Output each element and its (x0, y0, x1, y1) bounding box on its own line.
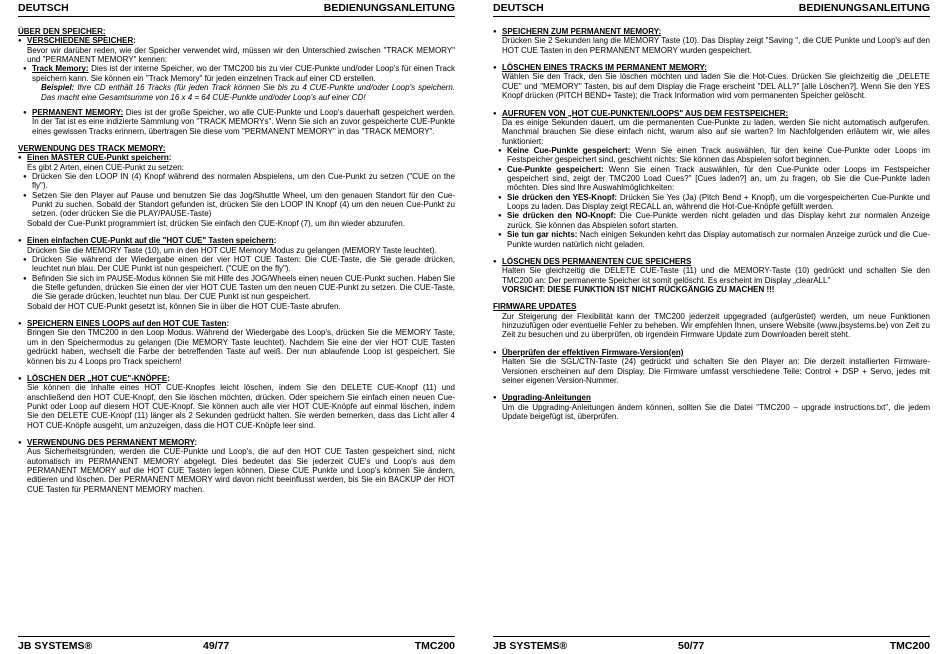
header-rule (493, 16, 930, 17)
example-note: Beispiel: Ihre CD enthält 16 Tracks (für jeden Track können Sie bis zu 4 CUE-Punkte und/oder Loop's speichern. Das macht eine Gesamtsumme von 16 x 4 = 64 CUE-Punkte und/oder Loop's auf einer CD! (41, 83, 455, 102)
page-footer (493, 640, 930, 653)
footer-rule (18, 636, 455, 637)
list-item: ● Sie drücken den NO-Knopf: Die Cue-Punkte werden nicht geladen und das Display kehrt zur normalen Anzeige zurück. Sie können das Abspielen sofort starten. (493, 211, 930, 230)
page-header (493, 2, 930, 15)
paragraph: Sobald der Cue-Punkt programmiert ist, drücken Sie einfach den CUE-Knopf (7), um ihn wieder abzurufen. (27, 218, 405, 228)
list-item: ● Keine Cue-Punkte gespeichert: Wenn Sie einen Track auswählen, für den keine Cue-Punkte oder Loops im Festspeicher gespeichert sind, geschieht nichts: Sie können das Abspielen sofort beginnen. (493, 146, 930, 165)
paragraph: Bevor wir darüber reden, wie der Speicher verwendet wird, müssen wir den Unterschied zwischen "TRACK MEMORY" und "PERMANENT MEMORY" kennen: (27, 45, 455, 65)
list-item: ● Drücken Sie den LOOP IN (4) Knopf während des normalen Abspielens, um den Cue-Punkt zu setzen ("CUE on the fly"). (18, 172, 455, 191)
header-language: DEUTSCH (493, 2, 544, 14)
list-item: ● SPEICHERN EINES LOOPS auf den HOT CUE Tasten: (18, 319, 455, 328)
list-item: ● Überprüfen der effektiven Firmware-Version(en) (493, 348, 930, 357)
list-item: ● LÖSCHEN DER „HOT CUE"-KNÖPFE: (18, 374, 455, 383)
footer-brand: JB SYSTEMS® (493, 640, 568, 652)
header-rule (18, 16, 455, 17)
list-item: ● PERMANENT MEMORY: Dies ist der große Speicher, wo alle CUE-Punkte und Loop's dauerhaft gespeichert werden. In der Tat ist es eine indizierte Sammlung von "TRACK MEMORYs". Wenn Sie sich an zuvor gespeicherte CUE-Punkte eines gewissen Tracks erinnern, übertragen Sie diese vom "PERMANENT MEMORY" in das "TRACK MEMORY". (18, 108, 455, 136)
paragraph: Bringen Sie den TMC200 in den Loop Modus. Während der Wiedergabe des Loop's, drücken Sie die MEMORY Taste, um in den Speichermodus zu gelangen (Die MEMORY Taste leuchtet). Nachdem Sie eine der vier HOT CUE Tasten gedrückt haben, wechselt die Farbe der betreffenden Taste auf weiß. Der nun ablaufende Loop ist gespeichert. Sie können bis zu 4 Loops pro Track speichern! (27, 328, 455, 366)
page-content (493, 27, 930, 421)
page-number: 49/77 (203, 640, 230, 652)
header-title: BEDIENUNGSANLEITUNG (323, 2, 455, 14)
paragraph: Sobald der HOT CUE-Punkt gesetzt ist, können Sie in über die HOT CUE-Taste abrufen. (27, 301, 341, 311)
page-footer (18, 640, 455, 653)
paragraph: Es gibt 2 Arten, einen CUE-Punkt zu setzen: (27, 162, 184, 172)
section-title: VERWENDUNG DES TRACK MEMORY: (18, 143, 166, 153)
page-number: 50/77 (678, 640, 705, 652)
list-item: ● Drücken Sie während der Wiedergabe einen der vier HOT CUE Tasten: Die CUE-Taste, die Sie gerade drücken, leuchtet nun blau. Der CUE Punkt ist nun gespeichert. ("CUE on the fly"). (18, 255, 455, 274)
section-title: FIRMWARE UPDATES (493, 302, 577, 312)
header-language: DEUTSCH (18, 2, 69, 14)
list-item: ● Track Memory: Dies ist der interne Speicher, wo der TMC200 bis zu vier CUE-Punkte und/oder Loop's für einen Track speichern kann. Sie können ein "Track Memory" für jeden einzelnen Track auf einer CD erstellen. (18, 64, 455, 83)
paragraph: Drücken Sie die MEMORY Taste (10), um in den HOT CUE Memory Modus zu gelangen (MEMORY Taste leuchtet). (27, 245, 437, 255)
list-item: ● Einen MASTER CUE-Punkt speichern: (18, 153, 455, 162)
paragraph: Zur Steigerung der Flexibilität kann der TMC200 jederzeit upgegraded (aufgerüstet) werden, um neue Funktionen hinzuzufügen oder eventuelle Fehler zu beheben. Wir empfehlen Ihnen, unsere Website (www.jbsystems.be) von Zeit zu Zeit zu besuchen und zu überprüfen, ob irgendein Firmware Update zum Downloaden bereit steht. (502, 311, 930, 340)
list-item: ● Sie drücken den YES-Knopf: Drücken Sie Yes (Ja) (Pitch Bend + Knopf), um die vorgespeicherten Cue-Punkte und Loops zu laden. Das Display zeigt RECALL an, während die Hot-Cue-Knöpfe gefüllt werden. (493, 193, 930, 212)
footer-brand: JB SYSTEMS® (18, 640, 93, 652)
list-item: ● VERWENDUNG DES PERMANENT MEMORY: (18, 438, 455, 447)
paragraph: Um die Upgrading-Anleitungen ändern können, sollten Sie die Datei "TMC200 – upgrade instructions.txt", die jedem Update beigefügt ist, überprüfen. (502, 402, 930, 421)
list-item: ● Sie tun gar nichts: Nach einigen Sekunden kehrt das Display automatisch zur normalen Anzeige zurück und die Cue-Punkte wurden natürlich nicht geladen. (493, 230, 930, 249)
footer-model: TMC200 (414, 640, 455, 652)
paragraph: Halten Sie die SGL/CTN-Taste (24) gedrückt und schalten Sie den Player an: Die derzeit installierten Firmware-Versionen erscheinen auf dem Display. Die Firmware umfasst verschiedene Teile: Control + DSP + Servo, jedes mit seiner eigenen Version-Nummer. (502, 357, 930, 385)
header-title: BEDIENUNGSANLEITUNG (798, 2, 930, 14)
paragraph: Drücken Sie 2 Sekunden lang die MEMORY Taste (10). Das Display zeigt "Saving ", die CUE Punkte und Loop's auf den HOT CUE Tasten in den PERMANENT MEMORY wurden gespeichert. (502, 36, 930, 55)
list-item: ● SPEICHERN ZUM PERMANENT MEMORY: (493, 27, 930, 36)
list-item: ● Setzen Sie den Player auf Pause und benutzen Sie das Jog/Shuttle Wheel, um den genauen Standort für den Cue-Punkt zu suchen. Sobald der Standort gefunden ist, drücken Sie den LOOP IN Knopf (4) um den neuen Cue-Punkt zu setzen. (oder drücken Sie die PLAY/PAUSE-Taste) (18, 191, 455, 219)
paragraph: Da es einige Sekunden dauert, um die permanenten Cue-Punkte zu laden, werden Sie nicht automatisch aufgerufen. Manchmal brauchen Sie diese einfach nicht, warum also auf sie warten? Im Nachfolgenden erläutern wir, wie alles funktioniert: (502, 117, 930, 146)
list-item: ● VERSCHIEDENE SPEICHER: (18, 36, 455, 45)
paragraph: Sie können die Inhalte eines HOT CUE-Knopfes leicht löschen, indem Sie den DELETE CUE-Knopf (11) und anschließend den HOT CUE-Knopf, den Sie löschen möchten, drücken. Oder speichern Sie einfach einen neuen Cue-Punkt oder Loop auf diesem HOT CUE-Knopf. Sie können auch alle vier HOT CUE-Knöpfe auf einmal löschen, indem Sie den DELETE CUE-Knopf (11) länger als 2 Sekunden gedrückt halten. Sie werden bemerken, dass das Licht aller 4 HOT CUE-Knöpfe ausgeht, um anzuzeigen, dass die HOT CUE-Knöpfe leer sind. (27, 383, 455, 430)
list-item: ● AUFRUFEN VON „HOT CUE-PUNKTEN/LOOPS" AUS DEM FESTSPEICHER: (493, 109, 930, 118)
list-item: ● Einen einfachen CUE-Punkt auf die "HOT CUE" Tasten speichern: (18, 236, 455, 245)
list-item: ● Befinden Sie sich im PAUSE-Modus können Sie mit Hilfe des JOG/Wheels einen neuen CUE-Punkt suchen. Haben Sie die Stelle gefunden, drücken Sie einen der vier HOT CUE Tasten um den neuen CUE-Punkt zu setzen. Die CUE-Taste, die Sie gerade drücken, leuchtet nun blau. Der CUE Punkt ist nun gespeichert. (18, 274, 455, 302)
warning-text: VORSICHT: DIESE FUNKTION IST NICHT RÜCKGÄNGIG ZU MACHEN !!! (502, 284, 775, 294)
list-item: ● LÖSCHEN EINES TRACKS IM PERMANENT MEMORY: (493, 63, 930, 72)
section-title: ÜBER DEN SPEICHER: (18, 27, 106, 36)
list-item: ● LÖSCHEN DES PERMANENTEN CUE SPEICHERS (493, 257, 930, 266)
page-content (18, 27, 455, 494)
paragraph: Aus Sicherheitsgründen, werden die CUE-Punkte und Loop's, die auf den HOT CUE Tasten gespeichert sind, nicht automatisch im PERMANENT MEMORY abgelegt. Dies bedeutet das Sie jederzeit CUE's und Loop's aus dem PERMANENT MEMORY auf die HOT CUE Tasten legen können. Diese CUE Punkte und Loop's können Sie ändern, editieren und löschen. Der PERMANENT MEMORY wird davon nicht beeinflusst werden, bis Sie ein BACKUP der HOT CUE Tasten für PERMANENT MEMORY machen. (27, 447, 455, 494)
list-item: ● Cue-Punkte gespeichert: Wenn Sie einen Track auswählen, für den Cue-Punkte oder Loops im Festspeicher gespeichert sind, zeigt der TMC200 Load Cues?" [Cues laden?] an, um zu fragen, ob Sie die Cue-Punkte laden möchten. Dies sind Ihre Auswahlmöglichkeiten: (493, 165, 930, 193)
manual-page-right (475, 0, 950, 654)
footer-model: TMC200 (889, 640, 930, 652)
footer-rule (493, 636, 930, 637)
list-item: ● Upgrading-Anleitungen (493, 393, 930, 402)
paragraph: Wählen Sie den Track, den Sie löschen möchten und laden Sie die Hot-Cues. Drücken Sie gleichzeitig die „DELETE CUE" und "MEMORY" Tasten, bis auf dem Display die Frage erscheint "DEL ALL?" [alle Löschen?]. Wenn Sie den YES Knopf drücken (PITCH BEND+ Taste); die Track Information wird vom permanenten Speicher gelöscht. (502, 72, 930, 101)
page-header (18, 2, 455, 15)
paragraph: Halten Sie gleichzeitig die DELETE CUE-Taste (11) und die MEMORY-Taste (10) gedrückt und schalten Sie den TMC200 an: Der permanente Speicher ist somit gelöscht. Es erscheint im Display „clearALL" (502, 266, 930, 285)
